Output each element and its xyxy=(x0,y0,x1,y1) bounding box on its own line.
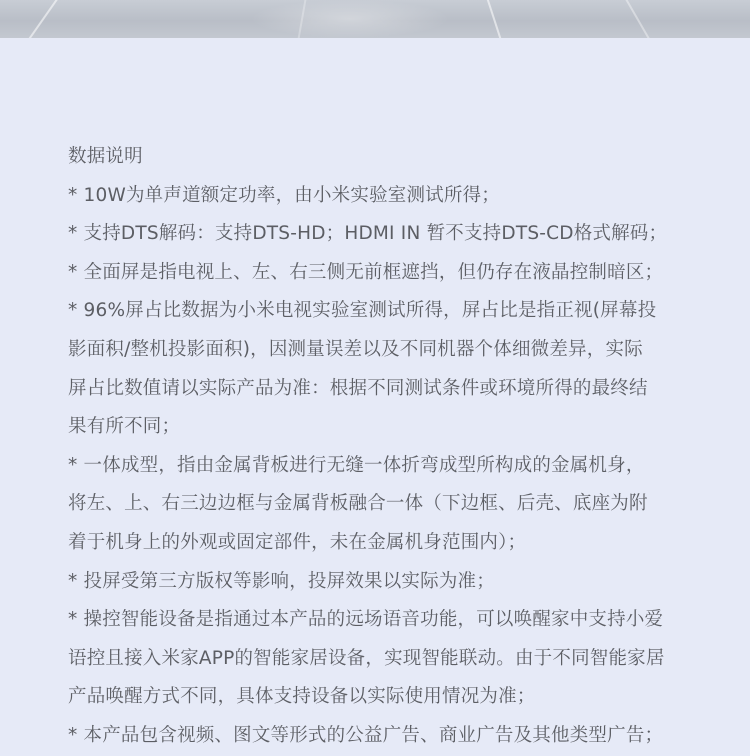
notes-line: 果有所不同； xyxy=(68,416,181,438)
notes-line: * 一体成型，指由金属背板进行无缝一体折弯成型所构成的金属机身， xyxy=(68,454,645,476)
banner-glow xyxy=(250,0,450,38)
banner-light-streak xyxy=(623,0,660,38)
notes-line: * 本产品包含视频、图文等形式的公益广告、商业广告及其他类型广告； xyxy=(68,724,664,746)
banner-light-streak xyxy=(484,0,508,38)
notes-line: 屏占比数值请以实际产品为准：根据不同测试条件或环境所得的最终结 xyxy=(68,377,648,399)
notes-line: 语控且接入米家APP的智能家居设备，实现智能联动。由于不同智能家居 xyxy=(68,647,665,669)
notes-line: * 投屏受第三方版权等影响，投屏效果以实际为准； xyxy=(68,570,495,592)
data-notes-section xyxy=(68,138,698,756)
notes-line: 将左、上、右三边边框与金属背板融合一体（下边框、后壳、底座为附 xyxy=(68,493,648,515)
banner-light-streak xyxy=(18,0,60,38)
notes-heading: 数据说明 xyxy=(68,146,143,167)
notes-line: * 操控智能设备是指通过本产品的远场语音功能，可以唤醒家中支持小爱 xyxy=(68,609,664,631)
top-banner-image xyxy=(0,0,750,38)
notes-line: * 全面屏是指电视上、左、右三侧无前框遮挡，但仍存在液晶控制暗区； xyxy=(68,261,664,283)
notes-line: 产品唤醒方式不同，具体支持设备以实际使用情况为准； xyxy=(68,686,536,708)
notes-line: 着于机身上的外观或固定部件，未在金属机身范围内）； xyxy=(68,531,527,553)
notes-line: 影面积/整机投影面积)，因测量误差以及不同机器个体细微差异，实际 xyxy=(68,338,643,360)
notes-line: * 10W为单声道额定功率，由小米实验室测试所得； xyxy=(68,184,500,206)
notes-line: * 支持DTS解码：支持DTS-HD；HDMI IN 暂不支持DTS-CD格式解码； xyxy=(68,223,668,245)
notes-line: * 96%屏占比数据为小米电视实验室测试所得，屏占比是指正视(屏幕投 xyxy=(68,300,657,322)
